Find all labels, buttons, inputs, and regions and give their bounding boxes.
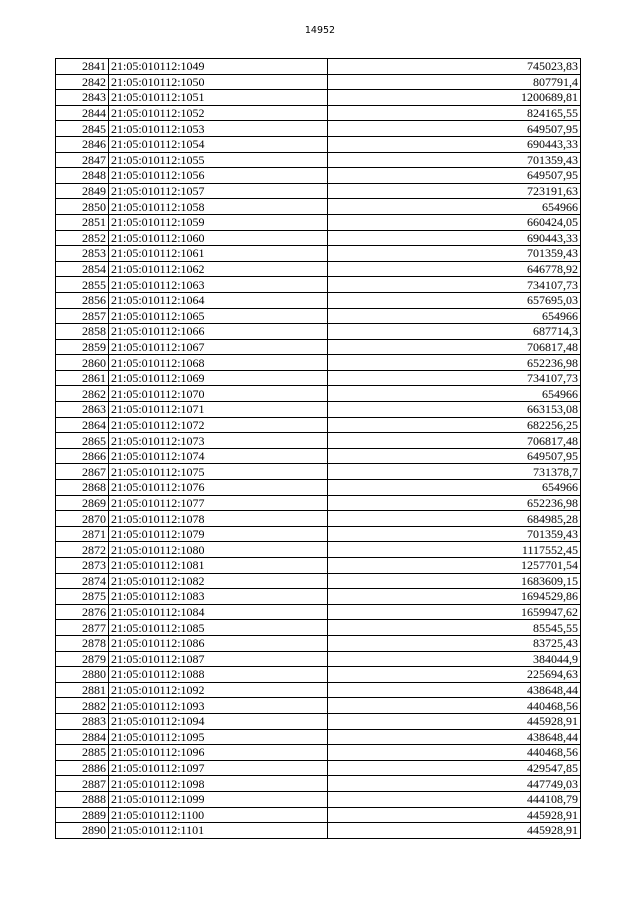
cadastral-number-cell: 21:05:010112:1064 xyxy=(109,292,328,308)
row-number-cell: 2882 xyxy=(56,698,109,714)
cadastral-number-cell: 21:05:010112:1060 xyxy=(109,230,328,246)
cadastral-number-cell: 21:05:010112:1071 xyxy=(109,402,328,418)
row-number-cell: 2873 xyxy=(56,558,109,574)
table-row xyxy=(56,448,581,464)
table-row xyxy=(56,292,581,308)
table-row xyxy=(56,713,581,729)
row-number-cell: 2886 xyxy=(56,760,109,776)
cadastral-value-cell: 649507,95 xyxy=(328,168,581,184)
cadastral-number-cell: 21:05:010112:1076 xyxy=(109,480,328,496)
table-row xyxy=(56,807,581,823)
row-number-cell: 2880 xyxy=(56,667,109,683)
cadastral-number-cell: 21:05:010112:1058 xyxy=(109,199,328,215)
cadastral-value-cell: 1257701,54 xyxy=(328,558,581,574)
cadastral-number-cell: 21:05:010112:1078 xyxy=(109,511,328,527)
table-row xyxy=(56,386,581,402)
cadastral-value-cell: 444108,79 xyxy=(328,791,581,807)
cadastral-value-cell: 654966 xyxy=(328,480,581,496)
row-number-cell: 2847 xyxy=(56,152,109,168)
table-row xyxy=(56,324,581,340)
cadastral-number-cell: 21:05:010112:1070 xyxy=(109,386,328,402)
table-row xyxy=(56,214,581,230)
table-row xyxy=(56,402,581,418)
row-number-cell: 2868 xyxy=(56,480,109,496)
row-number-cell: 2865 xyxy=(56,433,109,449)
cadastral-value-cell: 429547,85 xyxy=(328,760,581,776)
table-row xyxy=(56,261,581,277)
cadastral-number-cell: 21:05:010112:1099 xyxy=(109,791,328,807)
table-row xyxy=(56,589,581,605)
cadastral-value-cell: 654966 xyxy=(328,308,581,324)
row-number-cell: 2848 xyxy=(56,168,109,184)
cadastral-number-cell: 21:05:010112:1100 xyxy=(109,807,328,823)
cadastral-number-cell: 21:05:010112:1094 xyxy=(109,713,328,729)
row-number-cell: 2841 xyxy=(56,59,109,75)
cadastral-number-cell: 21:05:010112:1061 xyxy=(109,246,328,262)
row-number-cell: 2854 xyxy=(56,261,109,277)
row-number-cell: 2862 xyxy=(56,386,109,402)
row-number-cell: 2885 xyxy=(56,745,109,761)
cadastral-value-cell: 1694529,86 xyxy=(328,589,581,605)
cadastral-number-cell: 21:05:010112:1072 xyxy=(109,417,328,433)
cadastral-number-cell: 21:05:010112:1050 xyxy=(109,74,328,90)
cadastral-number-cell: 21:05:010112:1086 xyxy=(109,635,328,651)
cadastral-value-cell: 723191,63 xyxy=(328,183,581,199)
cadastral-value-cell: 701359,43 xyxy=(328,246,581,262)
cadastral-number-cell: 21:05:010112:1056 xyxy=(109,168,328,184)
cadastral-number-cell: 21:05:010112:1057 xyxy=(109,183,328,199)
cadastral-number-cell: 21:05:010112:1062 xyxy=(109,261,328,277)
table-row xyxy=(56,480,581,496)
table-row xyxy=(56,698,581,714)
cadastral-number-cell: 21:05:010112:1068 xyxy=(109,355,328,371)
cadastral-number-cell: 21:05:010112:1081 xyxy=(109,558,328,574)
row-number-cell: 2884 xyxy=(56,729,109,745)
cadastral-value-cell: 1117552,45 xyxy=(328,542,581,558)
cadastral-value-cell: 445928,91 xyxy=(328,807,581,823)
row-number-cell: 2864 xyxy=(56,417,109,433)
table-row xyxy=(56,760,581,776)
row-number-cell: 2852 xyxy=(56,230,109,246)
table-row xyxy=(56,667,581,683)
cadastral-number-cell: 21:05:010112:1065 xyxy=(109,308,328,324)
table-row xyxy=(56,355,581,371)
row-number-cell: 2879 xyxy=(56,651,109,667)
cadastral-number-cell: 21:05:010112:1055 xyxy=(109,152,328,168)
cadastral-number-cell: 21:05:010112:1051 xyxy=(109,90,328,106)
cadastral-number-cell: 21:05:010112:1087 xyxy=(109,651,328,667)
cadastral-number-cell: 21:05:010112:1063 xyxy=(109,277,328,293)
row-number-cell: 2863 xyxy=(56,402,109,418)
table-row xyxy=(56,121,581,137)
row-number-cell: 2857 xyxy=(56,308,109,324)
cadastral-number-cell: 21:05:010112:1052 xyxy=(109,105,328,121)
cadastral-number-cell: 21:05:010112:1079 xyxy=(109,526,328,542)
cadastral-value-cell: 824165,55 xyxy=(328,105,581,121)
cadastral-value-cell: 690443,33 xyxy=(328,136,581,152)
cadastral-value-cell: 1659947,62 xyxy=(328,604,581,620)
cadastral-value-cell: 225694,63 xyxy=(328,667,581,683)
cadastral-value-cell: 657695,03 xyxy=(328,292,581,308)
cadastral-number-cell: 21:05:010112:1077 xyxy=(109,495,328,511)
table-row xyxy=(56,339,581,355)
table-row xyxy=(56,246,581,262)
cadastral-number-cell: 21:05:010112:1080 xyxy=(109,542,328,558)
table-row xyxy=(56,604,581,620)
cadastral-value-cell: 440468,56 xyxy=(328,698,581,714)
table-row xyxy=(56,74,581,90)
table-row xyxy=(56,573,581,589)
table-row xyxy=(56,90,581,106)
cadastral-number-cell: 21:05:010112:1085 xyxy=(109,620,328,636)
cadastral-number-cell: 21:05:010112:1092 xyxy=(109,682,328,698)
row-number-cell: 2874 xyxy=(56,573,109,589)
cadastral-number-cell: 21:05:010112:1054 xyxy=(109,136,328,152)
cadastral-value-cell: 690443,33 xyxy=(328,230,581,246)
cadastral-number-cell: 21:05:010112:1074 xyxy=(109,448,328,464)
cadastral-number-cell: 21:05:010112:1083 xyxy=(109,589,328,605)
cadastral-value-cell: 660424,05 xyxy=(328,214,581,230)
cadastral-value-cell: 701359,43 xyxy=(328,152,581,168)
row-number-cell: 2858 xyxy=(56,324,109,340)
cadastral-number-cell: 21:05:010112:1084 xyxy=(109,604,328,620)
table-row xyxy=(56,464,581,480)
cadastral-value-cell: 701359,43 xyxy=(328,526,581,542)
cadastral-value-table xyxy=(55,58,581,839)
cadastral-number-cell: 21:05:010112:1082 xyxy=(109,573,328,589)
table-row xyxy=(56,635,581,651)
table-row xyxy=(56,433,581,449)
cadastral-number-cell: 21:05:010112:1098 xyxy=(109,776,328,792)
page-number: 14952 xyxy=(304,25,336,36)
row-number-cell: 2867 xyxy=(56,464,109,480)
table-row xyxy=(56,183,581,199)
row-number-cell: 2889 xyxy=(56,807,109,823)
row-number-cell: 2844 xyxy=(56,105,109,121)
table-row xyxy=(56,729,581,745)
row-number-cell: 2850 xyxy=(56,199,109,215)
row-number-cell: 2843 xyxy=(56,90,109,106)
cadastral-value-cell: 734107,73 xyxy=(328,370,581,386)
row-number-cell: 2883 xyxy=(56,713,109,729)
row-number-cell: 2876 xyxy=(56,604,109,620)
table-row xyxy=(56,682,581,698)
table-row xyxy=(56,168,581,184)
cadastral-value-cell: 649507,95 xyxy=(328,448,581,464)
cadastral-number-cell: 21:05:010112:1097 xyxy=(109,760,328,776)
table-row xyxy=(56,620,581,636)
row-number-cell: 2851 xyxy=(56,214,109,230)
cadastral-value-cell: 384044,9 xyxy=(328,651,581,667)
row-number-cell: 2890 xyxy=(56,823,109,839)
cadastral-value-cell: 440468,56 xyxy=(328,745,581,761)
cadastral-value-cell: 734107,73 xyxy=(328,277,581,293)
row-number-cell: 2860 xyxy=(56,355,109,371)
cadastral-value-cell: 445928,91 xyxy=(328,713,581,729)
row-number-cell: 2846 xyxy=(56,136,109,152)
table-row xyxy=(56,495,581,511)
table-row xyxy=(56,230,581,246)
table-row xyxy=(56,542,581,558)
cadastral-value-cell: 687714,3 xyxy=(328,324,581,340)
row-number-cell: 2855 xyxy=(56,277,109,293)
cadastral-value-cell: 447749,03 xyxy=(328,776,581,792)
row-number-cell: 2845 xyxy=(56,121,109,137)
row-number-cell: 2866 xyxy=(56,448,109,464)
table-row xyxy=(56,308,581,324)
row-number-cell: 2875 xyxy=(56,589,109,605)
table-row xyxy=(56,526,581,542)
row-number-cell: 2887 xyxy=(56,776,109,792)
table-row xyxy=(56,136,581,152)
cadastral-number-cell: 21:05:010112:1069 xyxy=(109,370,328,386)
cadastral-value-cell: 654966 xyxy=(328,199,581,215)
row-number-cell: 2869 xyxy=(56,495,109,511)
cadastral-value-cell: 745023,83 xyxy=(328,59,581,75)
cadastral-value-cell: 649507,95 xyxy=(328,121,581,137)
row-number-cell: 2842 xyxy=(56,74,109,90)
table-row xyxy=(56,152,581,168)
table-row xyxy=(56,370,581,386)
cadastral-number-cell: 21:05:010112:1101 xyxy=(109,823,328,839)
cadastral-value-cell: 445928,91 xyxy=(328,823,581,839)
cadastral-value-cell: 654966 xyxy=(328,386,581,402)
cadastral-number-cell: 21:05:010112:1066 xyxy=(109,324,328,340)
row-number-cell: 2881 xyxy=(56,682,109,698)
cadastral-number-cell: 21:05:010112:1088 xyxy=(109,667,328,683)
cadastral-value-cell: 85545,55 xyxy=(328,620,581,636)
table-row xyxy=(56,791,581,807)
row-number-cell: 2849 xyxy=(56,183,109,199)
cadastral-value-cell: 83725,43 xyxy=(328,635,581,651)
cadastral-value-cell: 438648,44 xyxy=(328,682,581,698)
table-row xyxy=(56,776,581,792)
table-row xyxy=(56,558,581,574)
table-row xyxy=(56,199,581,215)
cadastral-number-cell: 21:05:010112:1075 xyxy=(109,464,328,480)
table-body xyxy=(56,59,581,839)
table-row xyxy=(56,105,581,121)
cadastral-number-cell: 21:05:010112:1095 xyxy=(109,729,328,745)
cadastral-value-cell: 438648,44 xyxy=(328,729,581,745)
row-number-cell: 2856 xyxy=(56,292,109,308)
cadastral-number-cell: 21:05:010112:1059 xyxy=(109,214,328,230)
row-number-cell: 2878 xyxy=(56,635,109,651)
row-number-cell: 2872 xyxy=(56,542,109,558)
cadastral-value-cell: 682256,25 xyxy=(328,417,581,433)
row-number-cell: 2870 xyxy=(56,511,109,527)
cadastral-value-cell: 684985,28 xyxy=(328,511,581,527)
cadastral-value-cell: 706817,48 xyxy=(328,433,581,449)
cadastral-value-cell: 706817,48 xyxy=(328,339,581,355)
table-row xyxy=(56,59,581,75)
cadastral-value-cell: 652236,98 xyxy=(328,495,581,511)
row-number-cell: 2871 xyxy=(56,526,109,542)
cadastral-number-cell: 21:05:010112:1093 xyxy=(109,698,328,714)
cadastral-number-cell: 21:05:010112:1067 xyxy=(109,339,328,355)
cadastral-value-cell: 646778,92 xyxy=(328,261,581,277)
table-row xyxy=(56,651,581,667)
table-row xyxy=(56,745,581,761)
row-number-cell: 2877 xyxy=(56,620,109,636)
cadastral-value-cell: 1683609,15 xyxy=(328,573,581,589)
cadastral-value-cell: 731378,7 xyxy=(328,464,581,480)
cadastral-number-cell: 21:05:010112:1049 xyxy=(109,59,328,75)
cadastral-value-cell: 1200689,81 xyxy=(328,90,581,106)
table-row xyxy=(56,277,581,293)
row-number-cell: 2859 xyxy=(56,339,109,355)
row-number-cell: 2853 xyxy=(56,246,109,262)
table-row xyxy=(56,511,581,527)
cadastral-number-cell: 21:05:010112:1073 xyxy=(109,433,328,449)
cadastral-number-cell: 21:05:010112:1096 xyxy=(109,745,328,761)
table-row xyxy=(56,417,581,433)
cadastral-value-cell: 652236,98 xyxy=(328,355,581,371)
cadastral-value-cell: 807791,4 xyxy=(328,74,581,90)
table-row xyxy=(56,823,581,839)
cadastral-value-cell: 663153,08 xyxy=(328,402,581,418)
row-number-cell: 2888 xyxy=(56,791,109,807)
cadastral-number-cell: 21:05:010112:1053 xyxy=(109,121,328,137)
row-number-cell: 2861 xyxy=(56,370,109,386)
